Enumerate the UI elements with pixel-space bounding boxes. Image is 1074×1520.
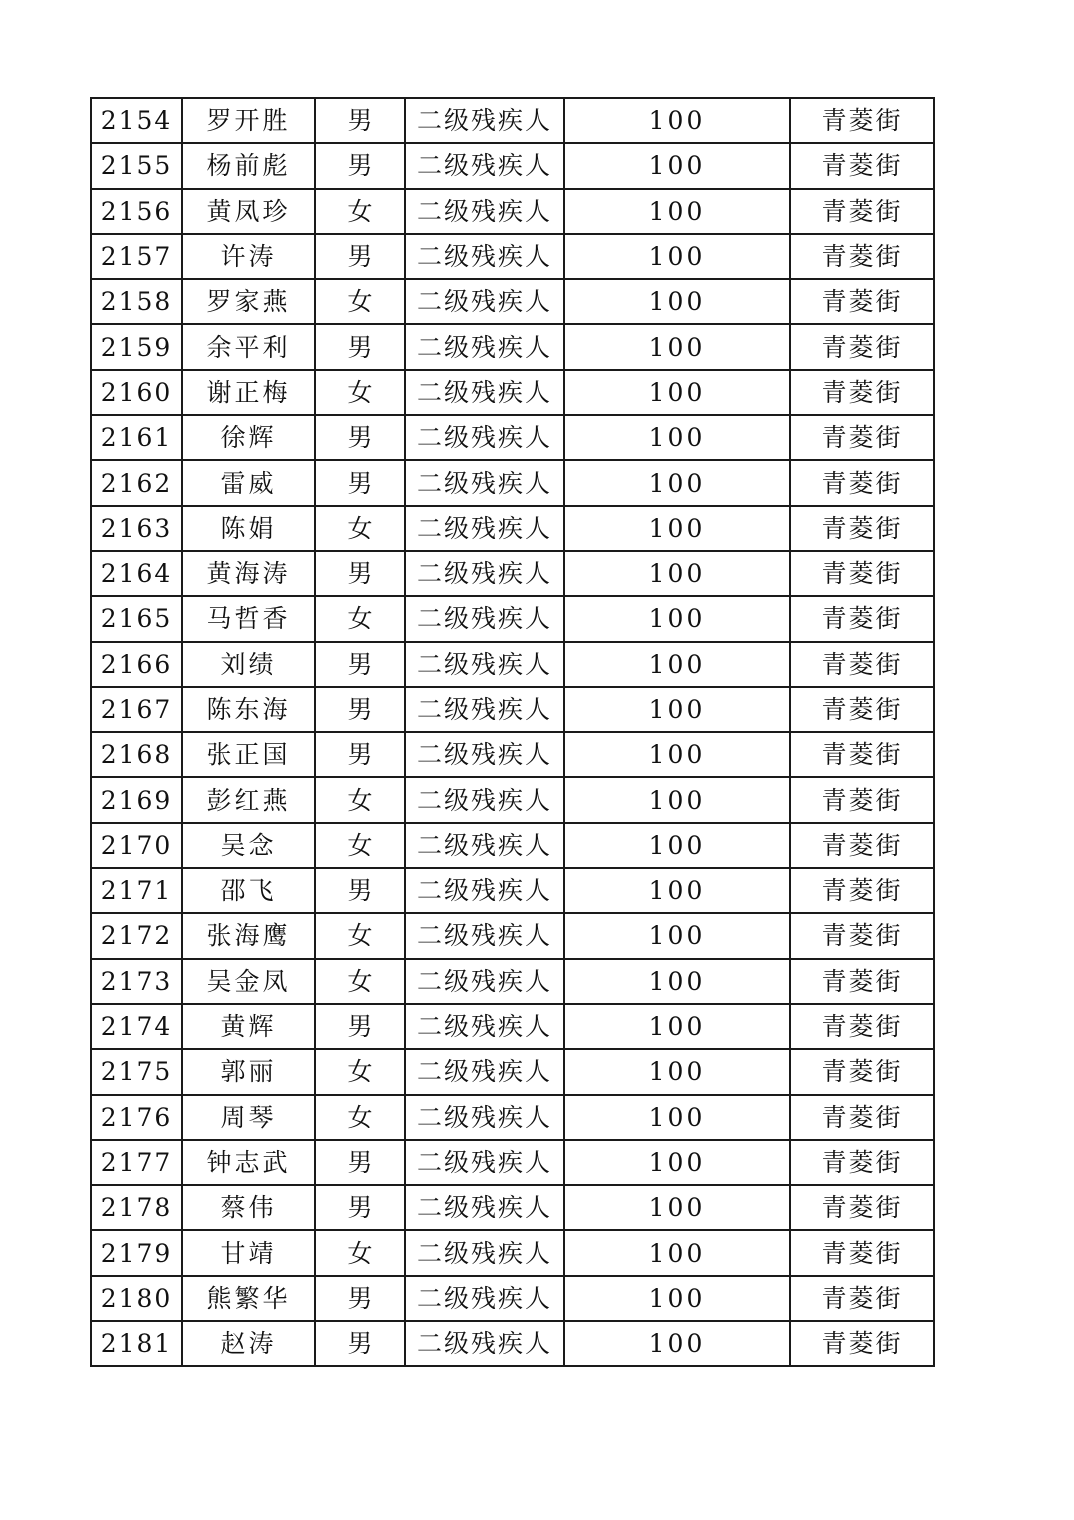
serial-number-cell: 2162	[91, 460, 182, 505]
gender-cell: 女	[315, 506, 405, 551]
gender-cell: 男	[315, 732, 405, 777]
disability-level-cell: 二级残疾人	[405, 1185, 564, 1230]
disability-level-cell: 二级残疾人	[405, 1140, 564, 1185]
gender-cell: 男	[315, 460, 405, 505]
street-cell: 青菱街	[790, 823, 934, 868]
person-name-cell: 黄凤珍	[182, 189, 315, 234]
table-row	[91, 642, 934, 687]
gender-cell: 男	[315, 687, 405, 732]
serial-number-cell: 2159	[91, 324, 182, 369]
street-cell: 青菱街	[790, 279, 934, 324]
table-row	[91, 1185, 934, 1230]
street-cell: 青菱街	[790, 1321, 934, 1366]
person-name-cell: 张正国	[182, 732, 315, 777]
amount-cell: 100	[564, 551, 790, 596]
serial-number-cell: 2171	[91, 868, 182, 913]
street-cell: 青菱街	[790, 370, 934, 415]
table-row	[91, 460, 934, 505]
disability-level-cell: 二级残疾人	[405, 777, 564, 822]
gender-cell: 男	[315, 1276, 405, 1321]
street-cell: 青菱街	[790, 1049, 934, 1094]
amount-cell: 100	[564, 460, 790, 505]
street-cell: 青菱街	[790, 551, 934, 596]
disability-level-cell: 二级残疾人	[405, 1004, 564, 1049]
street-cell: 青菱街	[790, 687, 934, 732]
gender-cell: 女	[315, 823, 405, 868]
serial-number-cell: 2169	[91, 777, 182, 822]
amount-cell: 100	[564, 324, 790, 369]
person-name-cell: 谢正梅	[182, 370, 315, 415]
person-name-cell: 杨前彪	[182, 143, 315, 188]
street-cell: 青菱街	[790, 959, 934, 1004]
serial-number-cell: 2178	[91, 1185, 182, 1230]
serial-number-cell: 2165	[91, 596, 182, 641]
serial-number-cell: 2154	[91, 98, 182, 143]
serial-number-cell: 2167	[91, 687, 182, 732]
person-name-cell: 刘绩	[182, 642, 315, 687]
amount-cell: 100	[564, 1140, 790, 1185]
person-name-cell: 邵飞	[182, 868, 315, 913]
gender-cell: 女	[315, 1095, 405, 1140]
table-row	[91, 324, 934, 369]
disability-level-cell: 二级残疾人	[405, 1095, 564, 1140]
person-name-cell: 熊繁华	[182, 1276, 315, 1321]
table-row	[91, 1276, 934, 1321]
serial-number-cell: 2175	[91, 1049, 182, 1094]
serial-number-cell: 2166	[91, 642, 182, 687]
street-cell: 青菱街	[790, 189, 934, 234]
disability-level-cell: 二级残疾人	[405, 642, 564, 687]
roster-table-body	[91, 98, 934, 1366]
table-row	[91, 596, 934, 641]
table-row	[91, 1321, 934, 1366]
table-row	[91, 506, 934, 551]
amount-cell: 100	[564, 506, 790, 551]
disability-level-cell: 二级残疾人	[405, 1049, 564, 1094]
serial-number-cell: 2181	[91, 1321, 182, 1366]
amount-cell: 100	[564, 687, 790, 732]
person-name-cell: 罗家燕	[182, 279, 315, 324]
table-row	[91, 415, 934, 460]
gender-cell: 女	[315, 279, 405, 324]
gender-cell: 女	[315, 959, 405, 1004]
serial-number-cell: 2157	[91, 234, 182, 279]
disability-level-cell: 二级残疾人	[405, 234, 564, 279]
table-row	[91, 777, 934, 822]
person-name-cell: 蔡伟	[182, 1185, 315, 1230]
amount-cell: 100	[564, 279, 790, 324]
street-cell: 青菱街	[790, 1004, 934, 1049]
amount-cell: 100	[564, 596, 790, 641]
street-cell: 青菱街	[790, 98, 934, 143]
disability-level-cell: 二级残疾人	[405, 279, 564, 324]
disability-level-cell: 二级残疾人	[405, 1230, 564, 1275]
table-row	[91, 959, 934, 1004]
street-cell: 青菱街	[790, 868, 934, 913]
serial-number-cell: 2177	[91, 1140, 182, 1185]
person-name-cell: 陈东海	[182, 687, 315, 732]
table-row	[91, 143, 934, 188]
gender-cell: 男	[315, 551, 405, 596]
table-row	[91, 98, 934, 143]
person-name-cell: 甘靖	[182, 1230, 315, 1275]
amount-cell: 100	[564, 1276, 790, 1321]
gender-cell: 男	[315, 234, 405, 279]
disability-level-cell: 二级残疾人	[405, 551, 564, 596]
street-cell: 青菱街	[790, 460, 934, 505]
gender-cell: 女	[315, 913, 405, 958]
gender-cell: 男	[315, 1004, 405, 1049]
amount-cell: 100	[564, 777, 790, 822]
disability-level-cell: 二级残疾人	[405, 506, 564, 551]
person-name-cell: 彭红燕	[182, 777, 315, 822]
person-name-cell: 雷威	[182, 460, 315, 505]
serial-number-cell: 2179	[91, 1230, 182, 1275]
person-name-cell: 吴金凤	[182, 959, 315, 1004]
table-row	[91, 913, 934, 958]
table-row	[91, 1230, 934, 1275]
amount-cell: 100	[564, 1185, 790, 1230]
disability-level-cell: 二级残疾人	[405, 143, 564, 188]
disability-level-cell: 二级残疾人	[405, 1276, 564, 1321]
serial-number-cell: 2172	[91, 913, 182, 958]
serial-number-cell: 2155	[91, 143, 182, 188]
amount-cell: 100	[564, 913, 790, 958]
table-row	[91, 732, 934, 777]
street-cell: 青菱街	[790, 732, 934, 777]
street-cell: 青菱街	[790, 642, 934, 687]
amount-cell: 100	[564, 1321, 790, 1366]
table-row	[91, 551, 934, 596]
amount-cell: 100	[564, 732, 790, 777]
person-name-cell: 徐辉	[182, 415, 315, 460]
serial-number-cell: 2163	[91, 506, 182, 551]
person-name-cell: 罗开胜	[182, 98, 315, 143]
disability-level-cell: 二级残疾人	[405, 415, 564, 460]
street-cell: 青菱街	[790, 1230, 934, 1275]
serial-number-cell: 2160	[91, 370, 182, 415]
disability-level-cell: 二级残疾人	[405, 460, 564, 505]
disability-level-cell: 二级残疾人	[405, 1321, 564, 1366]
amount-cell: 100	[564, 189, 790, 234]
disability-level-cell: 二级残疾人	[405, 823, 564, 868]
disability-level-cell: 二级残疾人	[405, 324, 564, 369]
table-row	[91, 370, 934, 415]
disability-level-cell: 二级残疾人	[405, 98, 564, 143]
amount-cell: 100	[564, 234, 790, 279]
person-name-cell: 周琴	[182, 1095, 315, 1140]
amount-cell: 100	[564, 959, 790, 1004]
gender-cell: 女	[315, 189, 405, 234]
table-row	[91, 1095, 934, 1140]
street-cell: 青菱街	[790, 777, 934, 822]
amount-cell: 100	[564, 1004, 790, 1049]
disability-level-cell: 二级残疾人	[405, 913, 564, 958]
street-cell: 青菱街	[790, 1140, 934, 1185]
gender-cell: 男	[315, 415, 405, 460]
disability-level-cell: 二级残疾人	[405, 596, 564, 641]
gender-cell: 男	[315, 98, 405, 143]
serial-number-cell: 2176	[91, 1095, 182, 1140]
serial-number-cell: 2180	[91, 1276, 182, 1321]
street-cell: 青菱街	[790, 596, 934, 641]
disability-level-cell: 二级残疾人	[405, 868, 564, 913]
table-row	[91, 1049, 934, 1094]
gender-cell: 女	[315, 1049, 405, 1094]
street-cell: 青菱街	[790, 234, 934, 279]
gender-cell: 男	[315, 324, 405, 369]
amount-cell: 100	[564, 1095, 790, 1140]
gender-cell: 男	[315, 642, 405, 687]
person-name-cell: 黄辉	[182, 1004, 315, 1049]
gender-cell: 女	[315, 1230, 405, 1275]
disability-level-cell: 二级残疾人	[405, 370, 564, 415]
disability-level-cell: 二级残疾人	[405, 687, 564, 732]
gender-cell: 女	[315, 596, 405, 641]
amount-cell: 100	[564, 370, 790, 415]
roster-table	[90, 97, 935, 1367]
table-row	[91, 234, 934, 279]
amount-cell: 100	[564, 823, 790, 868]
table-row	[91, 189, 934, 234]
street-cell: 青菱街	[790, 143, 934, 188]
person-name-cell: 许涛	[182, 234, 315, 279]
serial-number-cell: 2164	[91, 551, 182, 596]
table-row	[91, 1004, 934, 1049]
table-row	[91, 279, 934, 324]
amount-cell: 100	[564, 415, 790, 460]
amount-cell: 100	[564, 143, 790, 188]
person-name-cell: 马哲香	[182, 596, 315, 641]
person-name-cell: 郭丽	[182, 1049, 315, 1094]
person-name-cell: 吴念	[182, 823, 315, 868]
gender-cell: 男	[315, 1321, 405, 1366]
gender-cell: 男	[315, 1140, 405, 1185]
amount-cell: 100	[564, 1230, 790, 1275]
person-name-cell: 赵涛	[182, 1321, 315, 1366]
serial-number-cell: 2174	[91, 1004, 182, 1049]
gender-cell: 男	[315, 868, 405, 913]
serial-number-cell: 2158	[91, 279, 182, 324]
serial-number-cell: 2156	[91, 189, 182, 234]
street-cell: 青菱街	[790, 506, 934, 551]
street-cell: 青菱街	[790, 415, 934, 460]
amount-cell: 100	[564, 868, 790, 913]
table-row	[91, 687, 934, 732]
gender-cell: 男	[315, 143, 405, 188]
amount-cell: 100	[564, 642, 790, 687]
disability-level-cell: 二级残疾人	[405, 959, 564, 1004]
serial-number-cell: 2168	[91, 732, 182, 777]
gender-cell: 男	[315, 1185, 405, 1230]
person-name-cell: 张海鹰	[182, 913, 315, 958]
serial-number-cell: 2173	[91, 959, 182, 1004]
person-name-cell: 余平利	[182, 324, 315, 369]
serial-number-cell: 2170	[91, 823, 182, 868]
amount-cell: 100	[564, 98, 790, 143]
person-name-cell: 黄海涛	[182, 551, 315, 596]
street-cell: 青菱街	[790, 324, 934, 369]
street-cell: 青菱街	[790, 1276, 934, 1321]
street-cell: 青菱街	[790, 1095, 934, 1140]
disability-level-cell: 二级残疾人	[405, 732, 564, 777]
person-name-cell: 钟志武	[182, 1140, 315, 1185]
serial-number-cell: 2161	[91, 415, 182, 460]
disability-level-cell: 二级残疾人	[405, 189, 564, 234]
street-cell: 青菱街	[790, 1185, 934, 1230]
street-cell: 青菱街	[790, 913, 934, 958]
gender-cell: 女	[315, 777, 405, 822]
table-row	[91, 823, 934, 868]
gender-cell: 女	[315, 370, 405, 415]
table-row	[91, 1140, 934, 1185]
amount-cell: 100	[564, 1049, 790, 1094]
person-name-cell: 陈娟	[182, 506, 315, 551]
table-row	[91, 868, 934, 913]
